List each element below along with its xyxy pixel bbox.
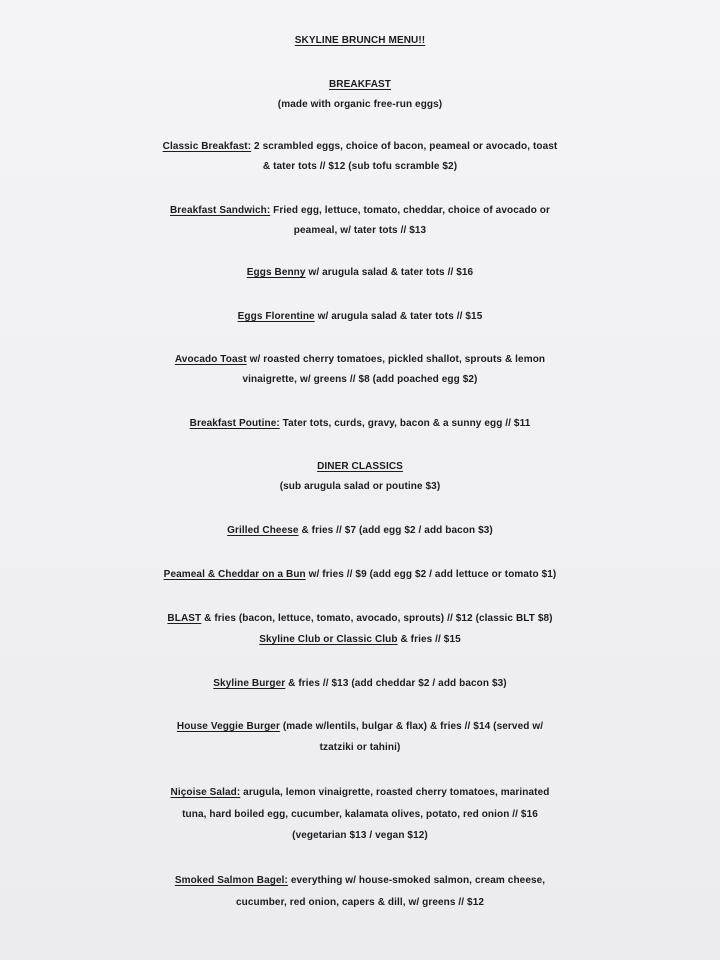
item-name: Eggs Benny [246, 267, 306, 278]
item-description: & fries // $13 (add cheddar $2 / add bacon $3) [288, 678, 507, 689]
menu-item-avocado-toast [0, 350, 720, 370]
menu-item-eggs-benny [0, 263, 720, 283]
item-description: Fried egg, lettuce, tomato, cheddar, choice of avocado or [273, 205, 551, 216]
item-name: Eggs Florentine [237, 311, 315, 322]
item-description: & fries (bacon, lettuce, tomato, avocado, sprouts) // $12 (classic BLT $8) [204, 613, 553, 624]
item-name: Niçoise Salad: [170, 787, 241, 798]
item-name: Breakfast Sandwich: [169, 205, 271, 216]
item-description: everything w/ house-smoked salmon, cream cheese, [290, 875, 546, 886]
item-name: Skyline Burger [213, 678, 286, 689]
menu-item-blast [0, 609, 720, 629]
diner-note: (sub arugula salad or poutine $3) [279, 481, 441, 492]
item-description: w/ fries // $9 (add egg $2 / add lettuce or tomato $1) [308, 569, 557, 580]
item-name: Smoked Salmon Bagel: [174, 875, 288, 886]
breakfast-note: (made with organic free-run eggs) [277, 99, 443, 110]
item-description: w/ roasted cherry tomatoes, pickled shallot, sprouts & lemon [249, 354, 546, 365]
diner-heading: DINER CLASSICS [317, 461, 403, 472]
menu-item-house-veggie-burger [0, 717, 720, 737]
item-name: Skyline Club or Classic Club [259, 634, 398, 645]
menu-item-breakfast-sandwich [0, 201, 720, 221]
item-description-cont: & tater tots // $12 (sub tofu scramble $2) [262, 161, 458, 172]
item-description: w/ arugula salad & tater tots // $15 [317, 311, 483, 322]
breakfast-heading: BREAKFAST [328, 79, 391, 90]
menu-item-classic-breakfast [0, 137, 720, 157]
item-description: Tater tots, curds, gravy, bacon & a sunny egg // $11 [282, 418, 531, 429]
item-name: Avocado Toast [174, 354, 247, 365]
item-description-cont: peameal, w/ tater tots // $13 [293, 225, 427, 236]
item-description: w/ arugula salad & tater tots // $16 [308, 267, 474, 278]
item-name: BLAST [167, 613, 202, 624]
item-description: & fries // $7 (add egg $2 / add bacon $3) [301, 525, 493, 536]
menu-item-nicoise-salad [0, 783, 720, 803]
menu-item-skyline-burger [0, 674, 720, 694]
item-description: & fries // $15 [400, 634, 461, 645]
item-description: 2 scrambled eggs, choice of bacon, peameal or avocado, toast [254, 141, 558, 152]
item-description-cont: cucumber, red onion, capers & dill, w/ greens // $12 [235, 897, 485, 908]
item-description: arugula, lemon vinaigrette, roasted cherry tomatoes, marinated [243, 787, 550, 798]
menu-title: SKYLINE BRUNCH MENU!! [294, 35, 426, 46]
menu-item-skyline-club [0, 630, 720, 650]
item-description-cont: (vegetarian $13 / vegan $12) [292, 830, 428, 841]
item-description: (made w/lentils, bulgar & flax) & fries // $14 (served w/ [282, 721, 544, 732]
item-name: Breakfast Poutine: [189, 418, 280, 429]
item-name: Classic Breakfast: [162, 141, 252, 152]
menu-item-peameal-cheddar [0, 565, 720, 585]
menu-item-grilled-cheese [0, 521, 720, 541]
item-description-cont: tzatziki or tahini) [319, 742, 401, 753]
item-name: Grilled Cheese [227, 525, 299, 536]
menu-item-breakfast-poutine [0, 414, 720, 434]
item-description-cont: vinaigrette, w/ greens // $8 (add poached egg $2) [242, 374, 478, 385]
item-description-cont: tuna, hard boiled egg, cucumber, kalamata olives, potato, red onion // $16 [182, 809, 538, 820]
menu-item-eggs-florentine [0, 307, 720, 327]
item-name: Peameal & Cheddar on a Bun [163, 569, 306, 580]
menu-item-smoked-salmon-bagel [0, 871, 720, 891]
item-name: House Veggie Burger [176, 721, 280, 732]
